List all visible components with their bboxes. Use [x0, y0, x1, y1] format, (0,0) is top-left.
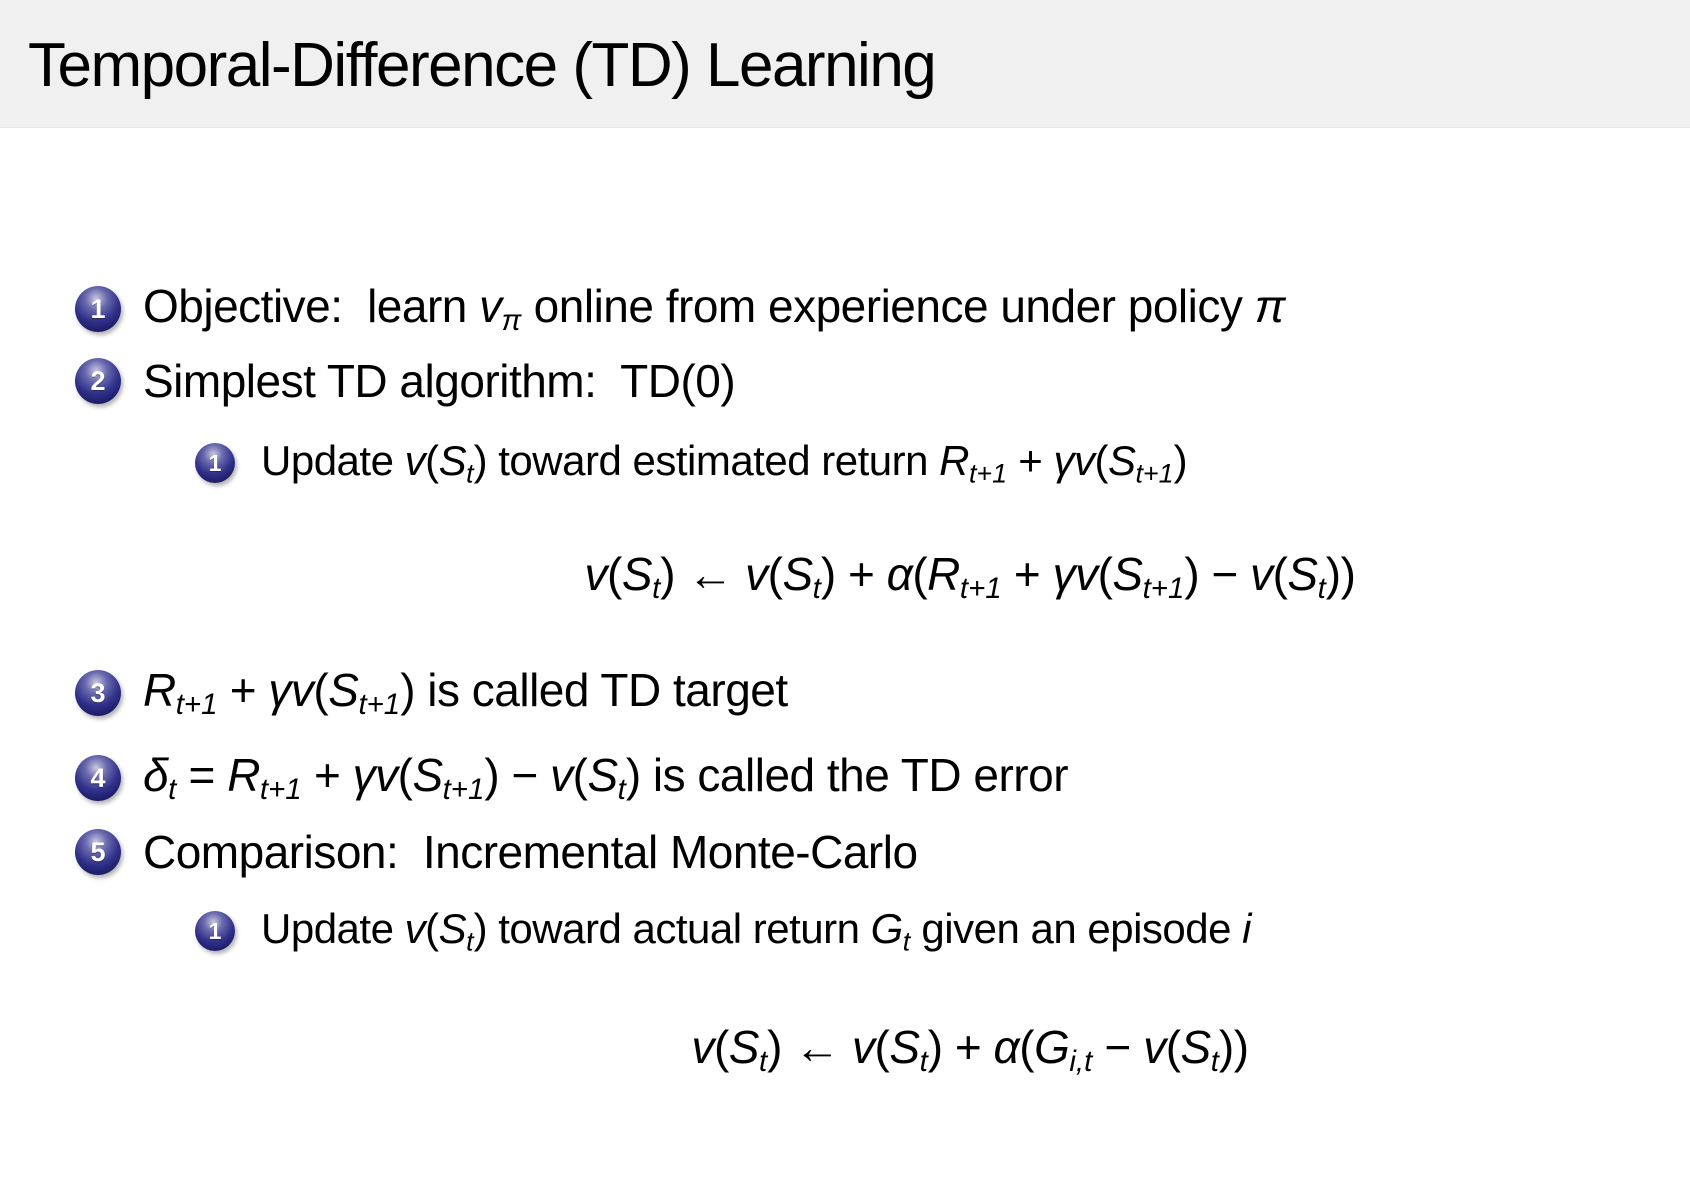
enumeration-ball-sub-1: 1	[195, 443, 235, 483]
enumeration-ball-2: 2	[75, 358, 121, 404]
list-item-comparison	[75, 823, 918, 881]
enumeration-ball-4: 4	[75, 755, 121, 801]
td-update-formula: v(St) ← v(St) + α(Rt+1 + γv(St+1) − v(St))	[584, 548, 1356, 606]
list-item-text: Rt+1 + γv(St+1) is called TD target	[143, 664, 788, 722]
sublist-item-text: Update v(St) toward estimated return Rt+1 + γv(St+1)	[261, 436, 1188, 489]
enumeration-ball-1: 1	[75, 286, 121, 332]
enumeration-ball-sub-1b: 1	[195, 911, 235, 951]
list-item-text: Simplest TD algorithm: TD(0)	[143, 355, 736, 407]
mc-update-formula: v(St) ← v(St) + α(Gi,t − v(St))	[691, 1021, 1249, 1079]
enumeration-ball-5: 5	[75, 829, 121, 875]
enumeration-ball-3: 3	[75, 670, 121, 716]
sublist-item-text: Update v(St) toward actual return Gt given an episode i	[261, 904, 1252, 957]
slide-title: Temporal-Difference (TD) Learning	[28, 31, 936, 100]
sublist-item-update-estimated	[195, 434, 1187, 492]
list-item-text: δt = Rt+1 + γv(St+1) − v(St) is called the TD error	[143, 749, 1069, 807]
list-item-text: Objective: learn vπ online from experience under policy π	[143, 280, 1285, 338]
list-item-text: Comparison: Incremental Monte-Carlo	[143, 826, 918, 878]
list-item-td-error	[75, 749, 1068, 807]
sublist-item-update-actual	[195, 902, 1251, 960]
list-item-objective	[75, 280, 1285, 338]
list-item-td-target	[75, 664, 788, 722]
list-item-simplest-td	[75, 352, 735, 410]
